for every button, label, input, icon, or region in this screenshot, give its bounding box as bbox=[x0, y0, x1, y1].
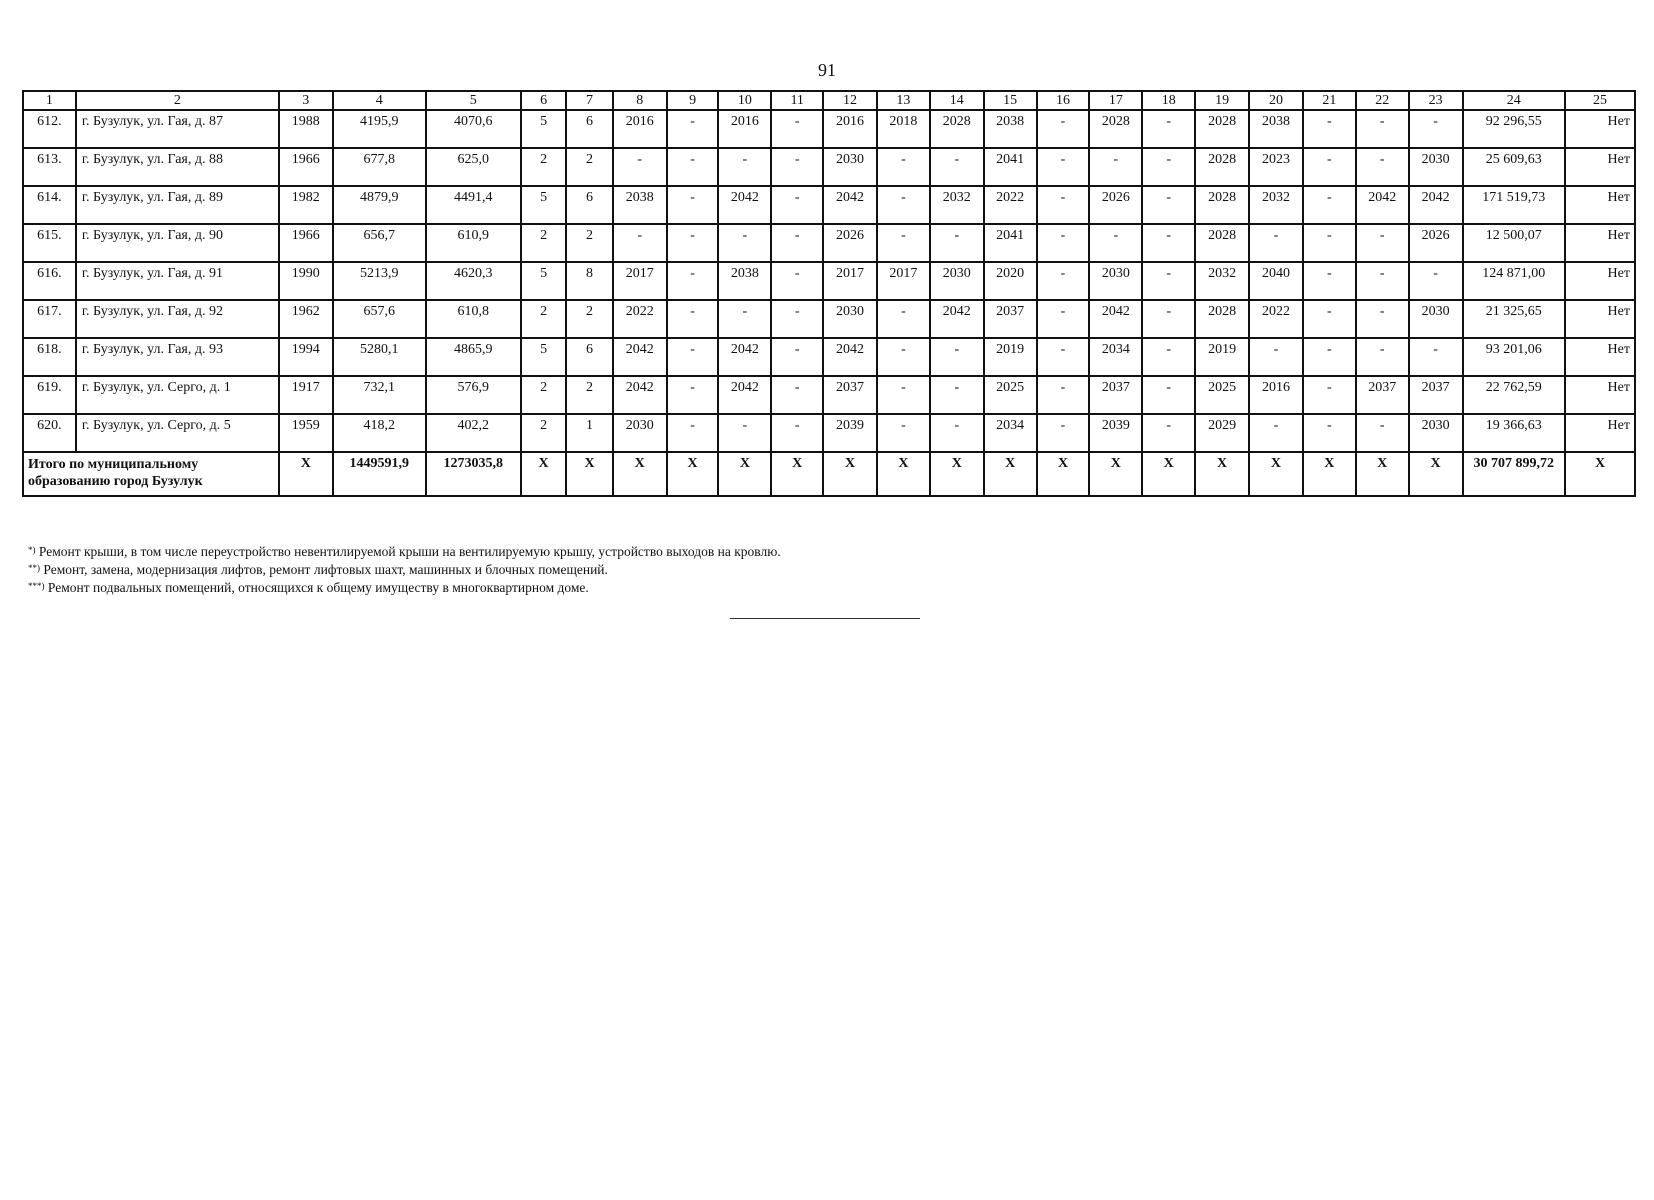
table-row bbox=[23, 300, 1635, 338]
column-number-header: 24 bbox=[1463, 91, 1566, 110]
table-cell: 6 bbox=[566, 186, 613, 224]
table-cell: 2042 bbox=[823, 186, 877, 224]
column-number-row bbox=[23, 91, 1635, 110]
column-number-header: 13 bbox=[877, 91, 930, 110]
table-cell: 12 500,07 bbox=[1463, 224, 1566, 262]
column-number-header: 25 bbox=[1565, 91, 1635, 110]
table-cell: 1966 bbox=[279, 148, 333, 186]
table-cell: - bbox=[930, 338, 984, 376]
table-cell: 2028 bbox=[1195, 300, 1249, 338]
total-cell: X bbox=[1565, 452, 1635, 496]
table-cell: Нет bbox=[1565, 148, 1635, 186]
total-cell: X bbox=[566, 452, 613, 496]
table-cell: 1994 bbox=[279, 338, 333, 376]
table-cell: 5 bbox=[521, 338, 566, 376]
table-cell: Нет bbox=[1565, 186, 1635, 224]
table-cell: - bbox=[1303, 414, 1356, 452]
table-cell: - bbox=[718, 414, 771, 452]
table-cell: - bbox=[877, 224, 930, 262]
row-number-cell: 613. bbox=[23, 148, 76, 186]
total-cell: X bbox=[1037, 452, 1090, 496]
table-cell: - bbox=[877, 300, 930, 338]
table-cell: - bbox=[1303, 224, 1356, 262]
table-cell: - bbox=[667, 300, 719, 338]
table-cell: - bbox=[877, 148, 930, 186]
table-cell: - bbox=[1037, 148, 1090, 186]
footnote-text: Ремонт подвальных помещений, относящихся к общему имуществу в многоквартирном доме. bbox=[47, 580, 589, 595]
table-cell: 2 bbox=[566, 300, 613, 338]
row-number-cell: 612. bbox=[23, 110, 76, 148]
table-cell: 2032 bbox=[1249, 186, 1303, 224]
table-cell: - bbox=[771, 186, 823, 224]
table-cell: 4620,3 bbox=[426, 262, 521, 300]
table-cell: 2016 bbox=[823, 110, 877, 148]
table-cell: - bbox=[1249, 224, 1303, 262]
table-cell: 93 201,06 bbox=[1463, 338, 1566, 376]
total-cell: X bbox=[279, 452, 333, 496]
table-cell: 402,2 bbox=[426, 414, 521, 452]
table-cell: 2 bbox=[521, 376, 566, 414]
table-cell: 2042 bbox=[1356, 186, 1409, 224]
table-cell: - bbox=[1142, 224, 1195, 262]
table-cell: - bbox=[718, 300, 771, 338]
table-cell: - bbox=[667, 148, 719, 186]
table-cell: - bbox=[1037, 300, 1090, 338]
column-number-header: 17 bbox=[1089, 91, 1142, 110]
footnote bbox=[28, 561, 781, 579]
table-cell: - bbox=[1303, 300, 1356, 338]
table-cell: 2041 bbox=[984, 148, 1037, 186]
table-cell: 2032 bbox=[930, 186, 984, 224]
table-cell: - bbox=[1356, 338, 1409, 376]
table-cell: 2042 bbox=[1089, 300, 1142, 338]
table-cell: 5213,9 bbox=[333, 262, 426, 300]
table-cell: 2037 bbox=[823, 376, 877, 414]
table-cell: 2025 bbox=[984, 376, 1037, 414]
table-cell: - bbox=[613, 224, 667, 262]
table-cell: - bbox=[771, 300, 823, 338]
total-cell: 1449591,9 bbox=[333, 452, 426, 496]
table-cell: - bbox=[1303, 148, 1356, 186]
table-cell: Нет bbox=[1565, 376, 1635, 414]
table-cell: 2017 bbox=[823, 262, 877, 300]
total-cell: X bbox=[823, 452, 877, 496]
table-cell: - bbox=[1037, 338, 1090, 376]
table-cell: 2026 bbox=[1409, 224, 1463, 262]
table-cell: 1959 bbox=[279, 414, 333, 452]
total-cell: X bbox=[667, 452, 719, 496]
column-number-header: 2 bbox=[76, 91, 279, 110]
table-cell: 5 bbox=[521, 186, 566, 224]
total-cell: X bbox=[771, 452, 823, 496]
table-cell: 4865,9 bbox=[426, 338, 521, 376]
table-cell: - bbox=[1303, 110, 1356, 148]
table-cell: - bbox=[771, 262, 823, 300]
table-cell: - bbox=[1089, 224, 1142, 262]
table-cell: 2034 bbox=[984, 414, 1037, 452]
table-cell: 2038 bbox=[718, 262, 771, 300]
table-cell: - bbox=[1037, 262, 1090, 300]
footnote-mark: **) bbox=[28, 563, 40, 573]
table-cell: 2030 bbox=[930, 262, 984, 300]
table-cell: - bbox=[667, 110, 719, 148]
table-row bbox=[23, 376, 1635, 414]
table-cell: 6 bbox=[566, 110, 613, 148]
table-cell: 2042 bbox=[823, 338, 877, 376]
row-number-cell: 619. bbox=[23, 376, 76, 414]
table-cell: - bbox=[1356, 110, 1409, 148]
table-cell: 576,9 bbox=[426, 376, 521, 414]
table-row bbox=[23, 338, 1635, 376]
total-cell: X bbox=[1303, 452, 1356, 496]
table-cell: - bbox=[1037, 186, 1090, 224]
table-row bbox=[23, 186, 1635, 224]
table-cell: 2 bbox=[566, 148, 613, 186]
table-cell: 2039 bbox=[1089, 414, 1142, 452]
total-cell: X bbox=[984, 452, 1037, 496]
address-cell: г. Бузулук, ул. Гая, д. 91 bbox=[76, 262, 279, 300]
table-cell: 2042 bbox=[1409, 186, 1463, 224]
column-number-header: 10 bbox=[718, 91, 771, 110]
table-cell: - bbox=[667, 262, 719, 300]
row-number-cell: 614. bbox=[23, 186, 76, 224]
table-cell: 1966 bbox=[279, 224, 333, 262]
total-cell: X bbox=[613, 452, 667, 496]
table-cell: - bbox=[930, 148, 984, 186]
address-cell: г. Бузулук, ул. Гая, д. 89 bbox=[76, 186, 279, 224]
row-number-cell: 617. bbox=[23, 300, 76, 338]
table-cell: 19 366,63 bbox=[1463, 414, 1566, 452]
table-cell: 2030 bbox=[613, 414, 667, 452]
table-cell: 6 bbox=[566, 338, 613, 376]
table-cell: - bbox=[877, 414, 930, 452]
table-cell: 2041 bbox=[984, 224, 1037, 262]
column-number-header: 20 bbox=[1249, 91, 1303, 110]
table-cell: 2030 bbox=[1089, 262, 1142, 300]
table-cell: Нет bbox=[1565, 338, 1635, 376]
table-cell: - bbox=[1356, 148, 1409, 186]
column-number-header: 8 bbox=[613, 91, 667, 110]
column-number-header: 3 bbox=[279, 91, 333, 110]
table-cell: 5 bbox=[521, 262, 566, 300]
table-cell: - bbox=[930, 414, 984, 452]
table-cell: 2042 bbox=[930, 300, 984, 338]
table-cell: - bbox=[1142, 186, 1195, 224]
table-cell: - bbox=[1303, 338, 1356, 376]
table-cell: 25 609,63 bbox=[1463, 148, 1566, 186]
table-cell: 2042 bbox=[613, 376, 667, 414]
column-number-header: 7 bbox=[566, 91, 613, 110]
column-number-header: 23 bbox=[1409, 91, 1463, 110]
table-cell: Нет bbox=[1565, 414, 1635, 452]
row-number-cell: 618. bbox=[23, 338, 76, 376]
table-cell: - bbox=[1303, 186, 1356, 224]
table-cell: 2017 bbox=[613, 262, 667, 300]
table-cell: 2029 bbox=[1195, 414, 1249, 452]
table-row bbox=[23, 110, 1635, 148]
table-cell: 1988 bbox=[279, 110, 333, 148]
column-number-header: 16 bbox=[1037, 91, 1090, 110]
column-number-header: 11 bbox=[771, 91, 823, 110]
total-cell: X bbox=[1356, 452, 1409, 496]
table-cell: Нет bbox=[1565, 224, 1635, 262]
address-cell: г. Бузулук, ул. Серго, д. 1 bbox=[76, 376, 279, 414]
table-cell: 2037 bbox=[1089, 376, 1142, 414]
column-number-header: 1 bbox=[23, 91, 76, 110]
table-cell: 2042 bbox=[718, 376, 771, 414]
table-cell: 732,1 bbox=[333, 376, 426, 414]
table-cell: 4879,9 bbox=[333, 186, 426, 224]
table-cell: - bbox=[1303, 262, 1356, 300]
table-cell: 2030 bbox=[1409, 300, 1463, 338]
table-cell: 2042 bbox=[718, 186, 771, 224]
table-cell: 2034 bbox=[1089, 338, 1142, 376]
table-cell: - bbox=[1037, 414, 1090, 452]
total-cell: X bbox=[1142, 452, 1195, 496]
table-cell: 4491,4 bbox=[426, 186, 521, 224]
table-cell: 2026 bbox=[1089, 186, 1142, 224]
total-cell: X bbox=[1409, 452, 1463, 496]
table-cell: 2042 bbox=[718, 338, 771, 376]
table-cell: 2039 bbox=[823, 414, 877, 452]
table-cell: 2028 bbox=[930, 110, 984, 148]
table-cell: 2 bbox=[566, 224, 613, 262]
total-cell: X bbox=[1089, 452, 1142, 496]
table-cell: - bbox=[1249, 338, 1303, 376]
table-cell: 2028 bbox=[1195, 186, 1249, 224]
footnotes bbox=[28, 543, 781, 597]
table-cell: 2032 bbox=[1195, 262, 1249, 300]
table-cell: 92 296,55 bbox=[1463, 110, 1566, 148]
table-cell: - bbox=[1249, 414, 1303, 452]
table-cell: 2037 bbox=[984, 300, 1037, 338]
table-cell: - bbox=[1356, 262, 1409, 300]
table-cell: 625,0 bbox=[426, 148, 521, 186]
footnote-text: Ремонт крыши, в том числе переустройство невентилируемой крыши на вентилируемую крышу, устройство выходов на кровлю. bbox=[38, 544, 781, 559]
table-cell: 2028 bbox=[1089, 110, 1142, 148]
table-cell: - bbox=[1409, 338, 1463, 376]
table-cell: 2038 bbox=[1249, 110, 1303, 148]
table-cell: - bbox=[771, 414, 823, 452]
table-cell: - bbox=[1142, 148, 1195, 186]
column-number-header: 22 bbox=[1356, 91, 1409, 110]
table-cell: 2040 bbox=[1249, 262, 1303, 300]
address-cell: г. Бузулук, ул. Гая, д. 92 bbox=[76, 300, 279, 338]
table-cell: - bbox=[667, 338, 719, 376]
table-cell: 610,8 bbox=[426, 300, 521, 338]
table-cell: - bbox=[718, 224, 771, 262]
column-number-header: 5 bbox=[426, 91, 521, 110]
column-number-header: 9 bbox=[667, 91, 719, 110]
table-cell: 1 bbox=[566, 414, 613, 452]
table-row bbox=[23, 148, 1635, 186]
table-cell: 4070,6 bbox=[426, 110, 521, 148]
total-cell: X bbox=[718, 452, 771, 496]
column-number-header: 14 bbox=[930, 91, 984, 110]
column-number-header: 4 bbox=[333, 91, 426, 110]
table-cell: - bbox=[667, 414, 719, 452]
table-cell: 2026 bbox=[823, 224, 877, 262]
table-cell: - bbox=[771, 224, 823, 262]
table-cell: - bbox=[771, 376, 823, 414]
table-cell: - bbox=[1356, 224, 1409, 262]
table-cell: 2020 bbox=[984, 262, 1037, 300]
table-cell: - bbox=[1037, 224, 1090, 262]
table-cell: - bbox=[1142, 338, 1195, 376]
address-cell: г. Бузулук, ул. Гая, д. 90 bbox=[76, 224, 279, 262]
column-number-header: 6 bbox=[521, 91, 566, 110]
table-cell: 22 762,59 bbox=[1463, 376, 1566, 414]
table-cell: 171 519,73 bbox=[1463, 186, 1566, 224]
table-cell: 2042 bbox=[613, 338, 667, 376]
table-cell: 124 871,00 bbox=[1463, 262, 1566, 300]
table-cell: 2019 bbox=[1195, 338, 1249, 376]
table-cell: - bbox=[1142, 300, 1195, 338]
table-row bbox=[23, 414, 1635, 452]
column-number-header: 15 bbox=[984, 91, 1037, 110]
table-cell: 2016 bbox=[1249, 376, 1303, 414]
column-number-header: 18 bbox=[1142, 91, 1195, 110]
total-cell: X bbox=[1249, 452, 1303, 496]
total-cell: X bbox=[1195, 452, 1249, 496]
table-cell: 5 bbox=[521, 110, 566, 148]
table-cell: 8 bbox=[566, 262, 613, 300]
table-row bbox=[23, 224, 1635, 262]
table-cell: 657,6 bbox=[333, 300, 426, 338]
column-number-header: 21 bbox=[1303, 91, 1356, 110]
table-row bbox=[23, 262, 1635, 300]
table-cell: Нет bbox=[1565, 110, 1635, 148]
table-cell: 610,9 bbox=[426, 224, 521, 262]
table-cell: - bbox=[771, 338, 823, 376]
row-number-cell: 620. bbox=[23, 414, 76, 452]
table-cell: 2022 bbox=[613, 300, 667, 338]
table-cell: 2 bbox=[521, 224, 566, 262]
table-cell: - bbox=[1409, 262, 1463, 300]
table-cell: 2030 bbox=[823, 148, 877, 186]
table-cell: 2030 bbox=[823, 300, 877, 338]
page-number: 91 bbox=[818, 60, 836, 80]
table-cell: 656,7 bbox=[333, 224, 426, 262]
table-cell: - bbox=[930, 376, 984, 414]
table-cell: 2022 bbox=[984, 186, 1037, 224]
table-cell: 2022 bbox=[1249, 300, 1303, 338]
end-rule bbox=[730, 618, 920, 619]
table-cell: - bbox=[1037, 110, 1090, 148]
table-cell: - bbox=[1089, 148, 1142, 186]
table-cell: - bbox=[667, 224, 719, 262]
table-cell: 2025 bbox=[1195, 376, 1249, 414]
table-cell: 2 bbox=[521, 148, 566, 186]
table-cell: - bbox=[718, 148, 771, 186]
footnote bbox=[28, 579, 781, 597]
address-cell: г. Бузулук, ул. Гая, д. 88 bbox=[76, 148, 279, 186]
table-cell: Нет bbox=[1565, 262, 1635, 300]
row-number-cell: 616. bbox=[23, 262, 76, 300]
table-cell: - bbox=[930, 224, 984, 262]
footnote-text: Ремонт, замена, модернизация лифтов, ремонт лифтовых шахт, машинных и блочных помещений. bbox=[43, 562, 608, 577]
footnote-mark: *) bbox=[28, 545, 36, 555]
table-cell: - bbox=[1142, 414, 1195, 452]
table-cell: - bbox=[1356, 414, 1409, 452]
table-cell: 1917 bbox=[279, 376, 333, 414]
total-cell: 1273035,8 bbox=[426, 452, 521, 496]
footnote-mark: ***) bbox=[28, 581, 45, 591]
table-cell: 2030 bbox=[1409, 148, 1463, 186]
table-cell: - bbox=[877, 376, 930, 414]
table-cell: - bbox=[771, 110, 823, 148]
table-cell: 2017 bbox=[877, 262, 930, 300]
table-cell: - bbox=[1142, 376, 1195, 414]
table-cell: 677,8 bbox=[333, 148, 426, 186]
table-cell: 21 325,65 bbox=[1463, 300, 1566, 338]
table-cell: 2023 bbox=[1249, 148, 1303, 186]
table-cell: - bbox=[1409, 110, 1463, 148]
table-cell: - bbox=[1142, 262, 1195, 300]
row-number-cell: 615. bbox=[23, 224, 76, 262]
footnote bbox=[28, 543, 781, 561]
total-label: Итого по муниципальному образованию город Бузулук bbox=[23, 452, 279, 496]
total-cell: X bbox=[930, 452, 984, 496]
table-cell: 2019 bbox=[984, 338, 1037, 376]
total-cell: X bbox=[521, 452, 566, 496]
table-cell: 2038 bbox=[613, 186, 667, 224]
table-cell: - bbox=[613, 148, 667, 186]
table-cell: 1990 bbox=[279, 262, 333, 300]
table-cell: Нет bbox=[1565, 300, 1635, 338]
table-cell: 1982 bbox=[279, 186, 333, 224]
table-cell: 2037 bbox=[1409, 376, 1463, 414]
total-cell: X bbox=[877, 452, 930, 496]
address-cell: г. Бузулук, ул. Гая, д. 87 bbox=[76, 110, 279, 148]
table-cell: - bbox=[1142, 110, 1195, 148]
table-cell: - bbox=[1037, 376, 1090, 414]
table-cell: - bbox=[667, 376, 719, 414]
table-cell: 2 bbox=[521, 300, 566, 338]
table-cell: 4195,9 bbox=[333, 110, 426, 148]
table-cell: 418,2 bbox=[333, 414, 426, 452]
table-cell: 5280,1 bbox=[333, 338, 426, 376]
address-cell: г. Бузулук, ул. Гая, д. 93 bbox=[76, 338, 279, 376]
table-cell: 2028 bbox=[1195, 148, 1249, 186]
table-cell: - bbox=[771, 148, 823, 186]
total-row bbox=[23, 452, 1635, 496]
table-cell: 2016 bbox=[613, 110, 667, 148]
table-cell: 2018 bbox=[877, 110, 930, 148]
table-cell: - bbox=[877, 186, 930, 224]
table-cell: - bbox=[667, 186, 719, 224]
table-cell: 2016 bbox=[718, 110, 771, 148]
table-cell: 1962 bbox=[279, 300, 333, 338]
table-cell: 2030 bbox=[1409, 414, 1463, 452]
table-cell: 2037 bbox=[1356, 376, 1409, 414]
table-cell: - bbox=[1356, 300, 1409, 338]
table-cell: - bbox=[1303, 376, 1356, 414]
column-number-header: 12 bbox=[823, 91, 877, 110]
column-number-header: 19 bbox=[1195, 91, 1249, 110]
repair-schedule-table bbox=[22, 90, 1636, 497]
table-cell: 2 bbox=[521, 414, 566, 452]
table-cell: 2 bbox=[566, 376, 613, 414]
table-cell: 2028 bbox=[1195, 110, 1249, 148]
table-cell: 2028 bbox=[1195, 224, 1249, 262]
total-cell: 30 707 899,72 bbox=[1463, 452, 1566, 496]
table-cell: - bbox=[877, 338, 930, 376]
table-cell: 2038 bbox=[984, 110, 1037, 148]
address-cell: г. Бузулук, ул. Серго, д. 5 bbox=[76, 414, 279, 452]
